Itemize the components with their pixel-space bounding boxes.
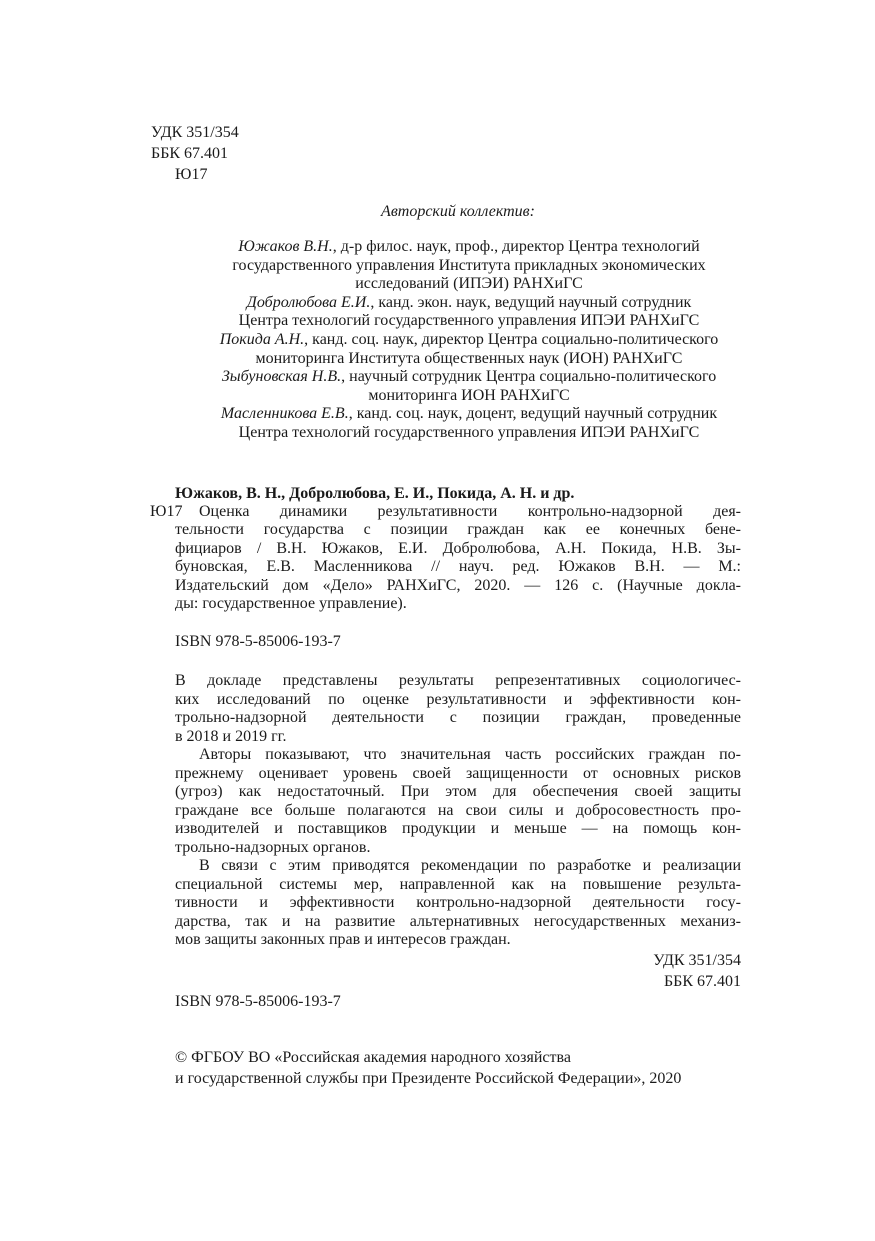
isbn-block xyxy=(175,632,341,651)
author-first-line xyxy=(169,238,769,257)
description-line: фициаров / В.Н. Южаков, Е.И. Добролюбова, А.Н. Покида, Н.В. Зы- xyxy=(175,539,741,557)
isbn: ISBN 978-5-85006-193-7 xyxy=(175,633,341,650)
description-line: буновская, Е.В. Масленникова // науч. ред. Южаков В.Н. — М.: xyxy=(175,558,741,576)
author-credentials: , д-р филос. наук, проф., директор Центра технологий xyxy=(332,238,700,255)
author-credentials: , канд. экон. наук, ведущий научный сотрудник xyxy=(370,293,692,311)
abstract-paragraph xyxy=(175,746,741,857)
author-first-line xyxy=(169,294,769,313)
authors-heading: Авторский коллектив: xyxy=(381,203,535,220)
description-line: Оценка динамики результативности контрольно-надзорной дея- xyxy=(199,503,741,520)
abstract-line: В докладе представлены результаты репрезентативных социологичес- xyxy=(175,672,741,689)
abstract xyxy=(175,672,741,992)
author-name: Покида А.Н. xyxy=(219,330,305,348)
author-line: Центра технологий государственного управления ИПЭИ РАНХиГС xyxy=(238,312,700,330)
abstract-line: тивности и эффективности контрольно-надзорной деятельности госу- xyxy=(175,894,741,911)
copyright xyxy=(175,1047,681,1089)
abstract-line: мов защиты законных прав и интересов граждан. xyxy=(175,931,511,948)
author-entry xyxy=(169,405,769,442)
author-first-line xyxy=(169,405,769,424)
abstract-isbn: ISBN 978-5-85006-193-7 xyxy=(175,993,341,1010)
abstract-line: В связи с этим приводятся рекомендации по разработке и реализации xyxy=(199,857,741,874)
description-line: Издательский дом «Дело» РАНХиГС, 2020. — 126 с. (Научные докла- xyxy=(175,576,741,594)
author-entry xyxy=(169,331,769,368)
author-name: Южаков В.Н. xyxy=(238,238,333,255)
author-credentials: , научный сотрудник Центра социально-политического xyxy=(341,368,717,386)
abstract-line: дарства, так и на развитие альтернативных негосударственных механиз- xyxy=(175,912,741,930)
bibliographic-heading: Южаков, В. Н., Добролюбова, Е. И., Покида, А. Н. и др. xyxy=(175,485,575,502)
abstract-bbk: ББК 67.401 xyxy=(663,972,741,990)
author-line: исследований (ИПЭИ) РАНХиГС xyxy=(355,275,583,293)
author-entry xyxy=(169,294,769,331)
abstract-line: в 2018 и 2019 гг. xyxy=(175,727,287,745)
bibliographic-heading-block xyxy=(175,484,574,504)
abstract-line: прежнему оценивает уровень своей защищенности от основных рисков xyxy=(175,764,741,782)
bibliographic-mark: Ю17 xyxy=(150,503,183,520)
author-credentials: , канд. соц. наук, директор Центра социально-политического xyxy=(304,330,719,348)
author-entry xyxy=(169,368,769,405)
author-first-line xyxy=(169,368,769,387)
copyright-line: © ФГБОУ ВО «Российская академия народного хозяйства xyxy=(175,1049,571,1066)
udk-code: УДК 351/354 xyxy=(151,124,239,141)
abstract-codes xyxy=(175,950,741,992)
author-first-line xyxy=(169,331,769,350)
bibliographic-description xyxy=(175,503,741,613)
description-line: ды: государственное управление). xyxy=(175,595,407,613)
abstract-line: (угроз) как недостаточный. При этом для обеспечения своей защиты xyxy=(175,783,741,800)
author-line: мониторинга ИОН РАНХиГС xyxy=(368,386,570,404)
abstract-line: трольно-надзорных органов. xyxy=(175,838,371,856)
description-line: тельности государства с позиции граждан как ее конечных бене- xyxy=(175,521,741,539)
abstract-line: изводителей и поставщиков продукции и меньше — на помощь кон- xyxy=(175,820,741,837)
abstract-udk: УДК 351/354 xyxy=(653,951,741,969)
copyright-line: и государственной службы при Президенте Российской Федерации», 2020 xyxy=(175,1070,682,1087)
author-name: Зыбуновская Н.В. xyxy=(221,368,342,386)
abstract-line: граждане все больше полагаются на свои силы и добросовестность про- xyxy=(175,801,741,819)
author-credentials: , канд. соц. наук, доцент, ведущий научный сотрудник xyxy=(348,405,718,423)
authors-list xyxy=(169,238,769,443)
author-line: государственного управления Института прикладных экономических xyxy=(232,256,706,274)
abstract-line: Авторы показывают, что значительная часть российских граждан по- xyxy=(199,746,741,763)
author-name: Масленникова Е.В. xyxy=(220,405,349,423)
abstract-line: трольно-надзорной деятельности с позиции граждан, проведенные xyxy=(175,709,741,726)
abstract-line: ких исследований по оценке результативности и эффективности кон- xyxy=(175,690,741,708)
abstract-isbn-block xyxy=(175,992,341,1011)
author-line: Центра технологий государственного управления ИПЭИ РАНХиГС xyxy=(238,423,700,441)
author-line: мониторинга Института общественных наук (ИОН) РАНХиГС xyxy=(255,349,683,367)
author-mark: Ю17 xyxy=(175,166,208,183)
classification-codes xyxy=(151,122,239,185)
bbk-code: ББК 67.401 xyxy=(151,145,229,162)
abstract-line: специальной системы мер, направленной как на повышение результа- xyxy=(175,875,741,893)
authors-heading-block xyxy=(0,202,875,221)
abstract-paragraph xyxy=(175,672,741,746)
author-name: Добролюбова Е.И. xyxy=(246,293,371,311)
author-entry xyxy=(169,238,769,294)
abstract-paragraph xyxy=(175,857,741,950)
